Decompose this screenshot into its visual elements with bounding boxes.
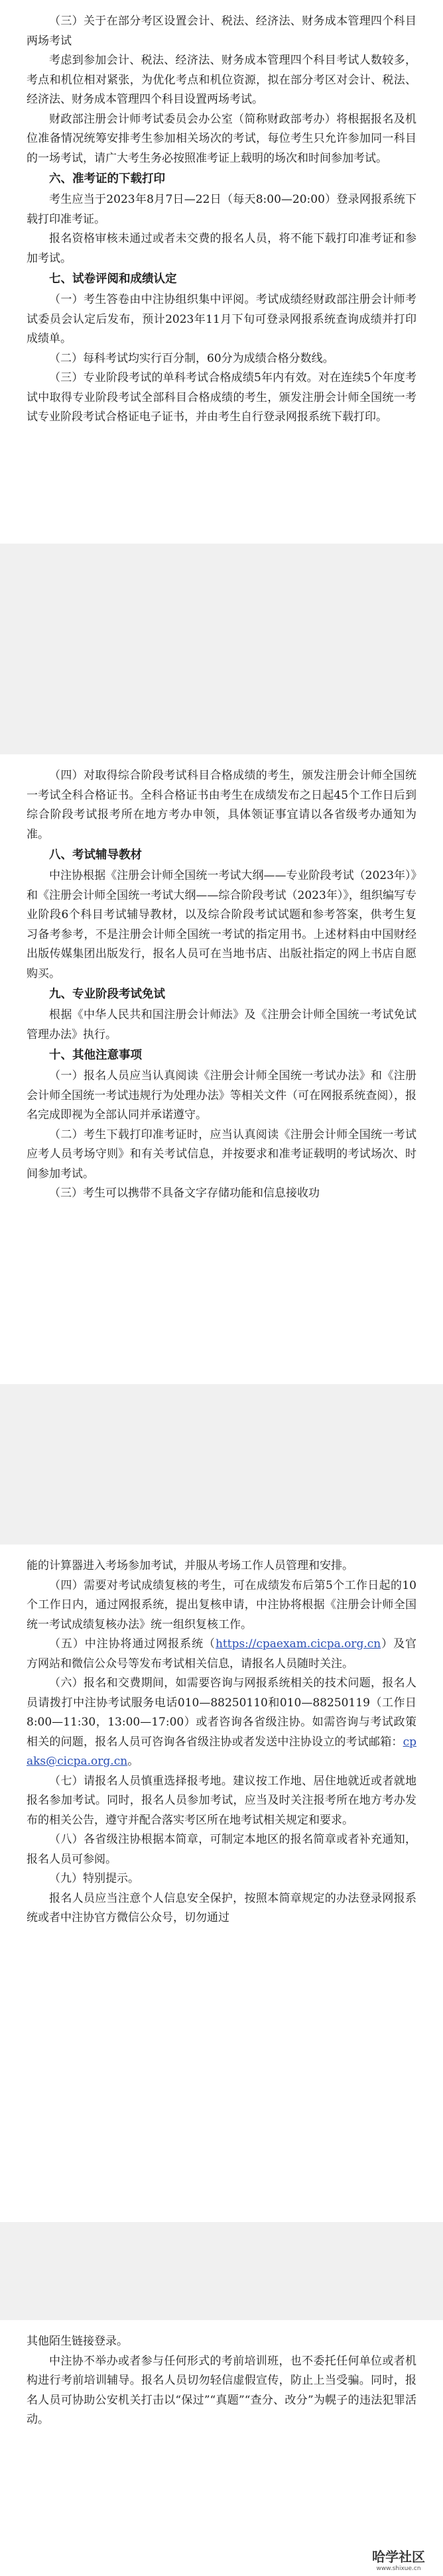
document-page-2 <box>0 754 443 1384</box>
paragraph: 其他陌生链接登录。 <box>27 2335 128 2348</box>
paragraph: 考生应当于2023年8月7日—22日（每天8:00—20:00）登录网报系统下载打印准考证。 <box>27 193 416 226</box>
section-heading-10: 十、其他注意事项 <box>49 1049 142 1062</box>
document-page-3 <box>0 1545 443 2222</box>
paragraph: （二）考生下载打印准考证时，应当认真阅读《注册会计师全国统一考试应考人员考场守则》和有关考试信息，并按要求和准考证载明的考试场次、时间参加考试。 <box>27 1128 416 1181</box>
document-page-1 <box>0 0 443 544</box>
document-page-4 <box>0 2320 443 2576</box>
paragraph: 中注协不举办或者参与任何形式的考前培训班，也不委托任何单位或者机构进行考前培训辅导。报名人员切勿轻信虚假宣传，防止上当受骗。同时，报名人员可协助公安机关打击以“保过”“真题”“查分、改分”为幌子的违法犯罪活动。 <box>27 2354 416 2426</box>
svg-text:www.shixue.cn: www.shixue.cn <box>376 2565 421 2572</box>
paragraph: （四）对取得综合阶段考试科目合格成绩的考生，颁发注册会计师全国统一考试全科合格证书。全科合格证书由考生在成绩发布之日起45个工作日后到综合阶段考试报考所在地方考办申领，具体领证事宜请以各省级考办通知为准。 <box>27 769 416 841</box>
page-separator <box>0 2222 443 2320</box>
paragraph: （八）各省级注协根据本简章，可制定本地区的报名简章或者补充通知，报名人员可参阅。 <box>27 1833 416 1866</box>
page-separator <box>0 544 443 754</box>
paragraph: （二）每科考试均实行百分制，60分为成绩合格分数线。 <box>49 351 334 365</box>
watermark-graphic <box>359 2544 439 2573</box>
paragraph: 考虑到参加会计、税法、经济法、财务成本管理四个科目考试人数较多，考点和机位相对紧张，为优化考点和机位资源，拟在部分考区对会计、税法、经济法、财务成本管理四个科目设置两场考试。 <box>27 54 416 106</box>
paragraph <box>27 1674 416 1772</box>
paragraph: （七）请报名人员慎重选择报考地。建议按工作地、居住地就近或者就地报名参加考试。同时，报名人员参加考试，应当及时关注报考所在地方考办发布的相关公告，遵守并配合落实考区所在地考试相关规定和要求。 <box>27 1774 416 1827</box>
section-heading-6: 六、准考证的下载打印 <box>49 172 165 186</box>
paragraph: （三）关于在部分考区设置会计、税法、经济法、财务成本管理四个科目两场考试 <box>27 15 416 48</box>
paragraph: 报名资格审核未通过或者未交费的报名人员，将不能下载打印准考证和参加考试。 <box>27 232 416 265</box>
paragraph-text: ）及官方网站和微信公众号等发布考试相关信息，请报名人员随时关注。 <box>27 1637 417 1670</box>
paragraph: （九）特别提示。 <box>49 1872 139 1885</box>
paragraph: （三）专业阶段考试的单科考试合格成绩5年内有效。对在连续5个年度考试中取得专业阶段考试全部科目合格成绩的考生，颁发注册会计师全国统一考试专业阶段考试合格证电子证书，并由考生自行登录网报系统下载打印。 <box>27 371 416 424</box>
section-heading-8: 八、考试辅导教材 <box>49 849 142 862</box>
svg-text:哈学社区: 哈学社区 <box>372 2549 425 2565</box>
paragraph-text: 。 <box>127 1755 139 1768</box>
paragraph-text: （五）中注协将通过网报系统（ <box>49 1637 216 1651</box>
paragraph: 根据《中华人民共和国注册会计师法》及《注册会计师全国统一考试免试管理办法》执行。 <box>27 1008 416 1041</box>
exam-website-link[interactable]: https://cpaexam.cicpa.org.cn <box>215 1637 381 1651</box>
paragraph: 能的计算器进入考场参加考试，并服从考场工作人员管理和安排。 <box>27 1559 353 1572</box>
paragraph: （三）考生可以携带不具备文字存储功能和信息接收功 <box>49 1187 320 1200</box>
paragraph: 财政部注册会计师考试委员会办公室（简称财政部考办）将根据报名及机位准备情况统筹安排考生参加相关场次的考试，每位考生只允许参加同一科目的一场考试，请广大考生务必按照准考证上载明的场次和时间参加考试。 <box>27 112 416 165</box>
page-separator <box>0 1384 443 1545</box>
paragraph: 中注协根据《注册会计师全国统一考试大纲——专业阶段考试（2023年）》和《注册会计师全国统一考试大纲——综合阶段考试（2023年）》，组织编写专业阶段6个科目考试辅导教材，以及综合阶段考试试题和参考答案，供考生复习备考参考，不是注册会计师全国统一考试的指定用书。上述材料由中国财经出版传媒集团出版发行，报名人员可在当地书店、出版社指定的网上书店自愿购买。 <box>27 869 416 980</box>
section-heading-9: 九、专业阶段考试免试 <box>49 988 165 1001</box>
paragraph <box>27 1635 416 1674</box>
paragraph: （一）报名人员应当认真阅读《注册会计师全国统一考试办法》和《注册会计师全国统一考试违规行为处理办法》等相关文件（可在网报系统查阅），报名完成即视为全部认同并承诺遵守。 <box>27 1069 416 1122</box>
paragraph: （一）考生答卷由中注协组织集中评阅。考试成绩经财政部注册会计师考试委员会认定后发布，预计2023年11月下旬可登录网报系统查询成绩并打印成绩单。 <box>27 293 416 345</box>
exam-email-link[interactable]: cpaks@cicpa.org.cn <box>27 1735 416 1768</box>
paragraph: （四）需要对考试成绩复核的考生，可在成绩发布后第5个工作日起的10个工作日内，通过网报系统，提出复核申请，中注协将根据《注册会计师全国统一考试成绩复核办法》统一组织复核工作。 <box>27 1578 416 1631</box>
site-watermark-logo <box>359 2544 439 2573</box>
section-heading-7: 七、试卷评阅和成绩认定 <box>49 272 177 286</box>
paragraph: 报名人员应当注意个人信息安全保护，按照本简章规定的办法登录网报系统或者中注协官方微信公众号，切勿通过 <box>27 1891 416 1924</box>
paragraph-text: （六）报名和交费期间，如需要咨询与网报系统相关的技术问题，报名人员请拨打中注协考试服务电话010—88250110和010—88250119（工作日8:00—11:30，13:00—17:00）或者咨询各省级注协。如需咨询与考试政策相关的问题，报名人员可咨询各省级注协或者发送中注协设立的考试邮箱： <box>27 1676 416 1749</box>
